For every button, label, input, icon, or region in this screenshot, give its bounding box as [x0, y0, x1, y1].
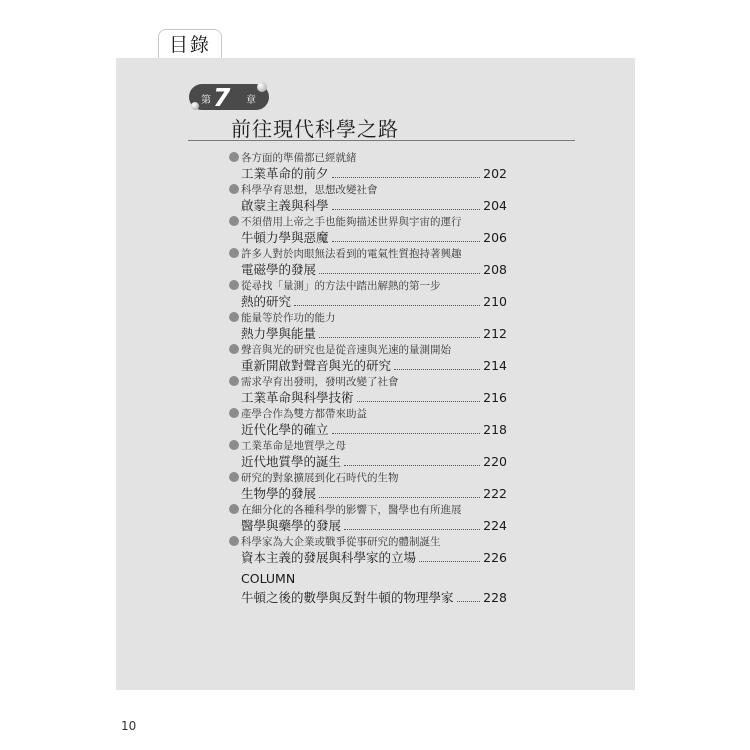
dot-leader [419, 561, 480, 562]
entry-title: 熱的研究 [241, 294, 292, 309]
toc-entry[interactable] [0, 438, 750, 472]
toc-entry[interactable] [0, 214, 750, 248]
entry-row [241, 484, 507, 502]
dot-leader [332, 209, 481, 210]
entry-subtitle: 各方面的準備都已經就緒 [241, 152, 357, 164]
entry-row [241, 164, 507, 182]
chapter-number: 7 [213, 83, 231, 112]
entry-subtitle: 需求孕育出發明，發明改變了社會 [241, 376, 399, 388]
entry-row [241, 228, 507, 246]
entry-page: 210 [483, 294, 507, 309]
dot-leader [319, 337, 480, 338]
entry-subtitle: 不須借用上帝之手也能夠描述世界與宇宙的運行 [241, 216, 462, 228]
entry-subtitle: 許多人對於肉眼無法看到的電氣性質抱持著興趣 [241, 248, 462, 260]
entry-page: 212 [483, 326, 507, 341]
entry-page: 220 [483, 454, 507, 469]
entry-title: 電磁學的發展 [241, 262, 317, 277]
toc-entry[interactable] [0, 246, 750, 280]
toc-entry[interactable] [0, 278, 750, 312]
bullet-icon [229, 344, 239, 354]
toc-tab: 目錄 [158, 29, 222, 59]
entry-subtitle: 科學家為大企業或戰爭從事研究的體制誕生 [241, 536, 441, 548]
toc-entry[interactable] [0, 310, 750, 344]
toc-entry[interactable] [0, 374, 750, 408]
chapter-suffix: 章 [246, 95, 256, 106]
entry-page: 216 [483, 390, 507, 405]
entry-page: 214 [483, 358, 507, 373]
entry-title: 重新開啟對聲音與光的研究 [241, 358, 392, 373]
bullet-icon [229, 408, 239, 418]
toc-entry[interactable] [0, 342, 750, 376]
entry-title: 資本主義的發展與科學家的立場 [241, 550, 417, 565]
entry-title: 醫學與藥學的發展 [241, 518, 342, 533]
bullet-icon [229, 248, 239, 258]
page-number: 10 [121, 719, 137, 733]
entry-row [241, 356, 507, 374]
entry-page: 228 [483, 590, 507, 605]
entry-subtitle: 工業革命是地質學之母 [241, 440, 346, 452]
dot-leader [319, 497, 480, 498]
toc-entry[interactable] [0, 182, 750, 216]
entry-title: 工業革命與科學技術 [241, 390, 354, 405]
entry-page: 204 [483, 198, 507, 213]
bullet-icon [229, 184, 239, 194]
dot-leader [332, 177, 481, 178]
bullet-icon [229, 440, 239, 450]
entry-subtitle: 研究的對象擴展到化石時代的生物 [241, 472, 399, 484]
bullet-icon [229, 312, 239, 322]
dot-leader [332, 241, 481, 242]
entry-row [241, 388, 507, 406]
entry-row [241, 196, 507, 214]
entry-subtitle: 從尋找「量測」的方法中踏出解熱的第一步 [241, 280, 441, 292]
entry-page: 226 [483, 550, 507, 565]
entry-page: 202 [483, 166, 507, 181]
entry-page: 222 [483, 486, 507, 501]
bullet-icon [229, 472, 239, 482]
entry-page: 224 [483, 518, 507, 533]
entry-title: 牛頓力學與惡魔 [241, 230, 329, 245]
dot-leader [332, 433, 481, 434]
entry-title: 近代地質學的誕生 [241, 454, 342, 469]
entry-subtitle: 產學合作為雙方都帶來助益 [241, 408, 367, 420]
entry-subtitle: 在細分化的各種科學的影響下，醫學也有所進展 [241, 504, 462, 516]
bullet-icon [229, 152, 239, 162]
entry-row [241, 292, 507, 310]
chapter-title: 前往現代科學之路 [231, 117, 399, 141]
toc-entry[interactable] [0, 406, 750, 440]
dot-leader [344, 529, 480, 530]
dot-leader [394, 369, 480, 370]
column-label: COLUMN [241, 571, 296, 586]
entry-title: 近代化學的確立 [241, 422, 329, 437]
bullet-icon [229, 216, 239, 226]
toc-entry[interactable] [0, 150, 750, 184]
entry-subtitle: 能量等於作功的能力 [241, 312, 336, 324]
entry-title: 熱力學與能量 [241, 326, 317, 341]
bullet-icon [229, 280, 239, 290]
entry-row [241, 588, 507, 606]
entry-row [241, 420, 507, 438]
bullet-icon [229, 536, 239, 546]
toc-entry[interactable] [0, 534, 750, 568]
entry-title: 啟蒙主義與科學 [241, 198, 329, 213]
chapter-badge [189, 82, 271, 112]
entry-row [241, 548, 507, 566]
dot-leader [319, 273, 480, 274]
bullet-icon [229, 504, 239, 514]
sphere-decoration-icon [257, 82, 267, 92]
entry-title: 牛頓之後的數學與反對牛頓的物理學家 [241, 590, 454, 605]
entry-subtitle: 科學孕育思想，思想改變社會 [241, 184, 378, 196]
dot-leader [344, 465, 480, 466]
sphere-decoration-icon [191, 102, 199, 110]
entry-page: 208 [483, 262, 507, 277]
entry-subtitle: 聲音與光的研究也是從音速與光速的量測開始 [241, 344, 451, 356]
entry-row [241, 516, 507, 534]
chapter-prefix: 第 [201, 95, 211, 106]
entry-row [241, 452, 507, 470]
toc-entry-column[interactable] [0, 588, 750, 622]
toc-entry[interactable] [0, 502, 750, 536]
entry-title: 工業革命的前夕 [241, 166, 329, 181]
toc-entry[interactable] [0, 470, 750, 504]
bullet-icon [229, 376, 239, 386]
entry-row [241, 324, 507, 342]
dot-leader [357, 401, 481, 402]
dot-leader [457, 601, 481, 602]
dot-leader [294, 305, 480, 306]
entry-title: 生物學的發展 [241, 486, 317, 501]
title-divider [188, 140, 575, 141]
entry-page: 206 [483, 230, 507, 245]
entry-row [241, 260, 507, 278]
entry-page: 218 [483, 422, 507, 437]
